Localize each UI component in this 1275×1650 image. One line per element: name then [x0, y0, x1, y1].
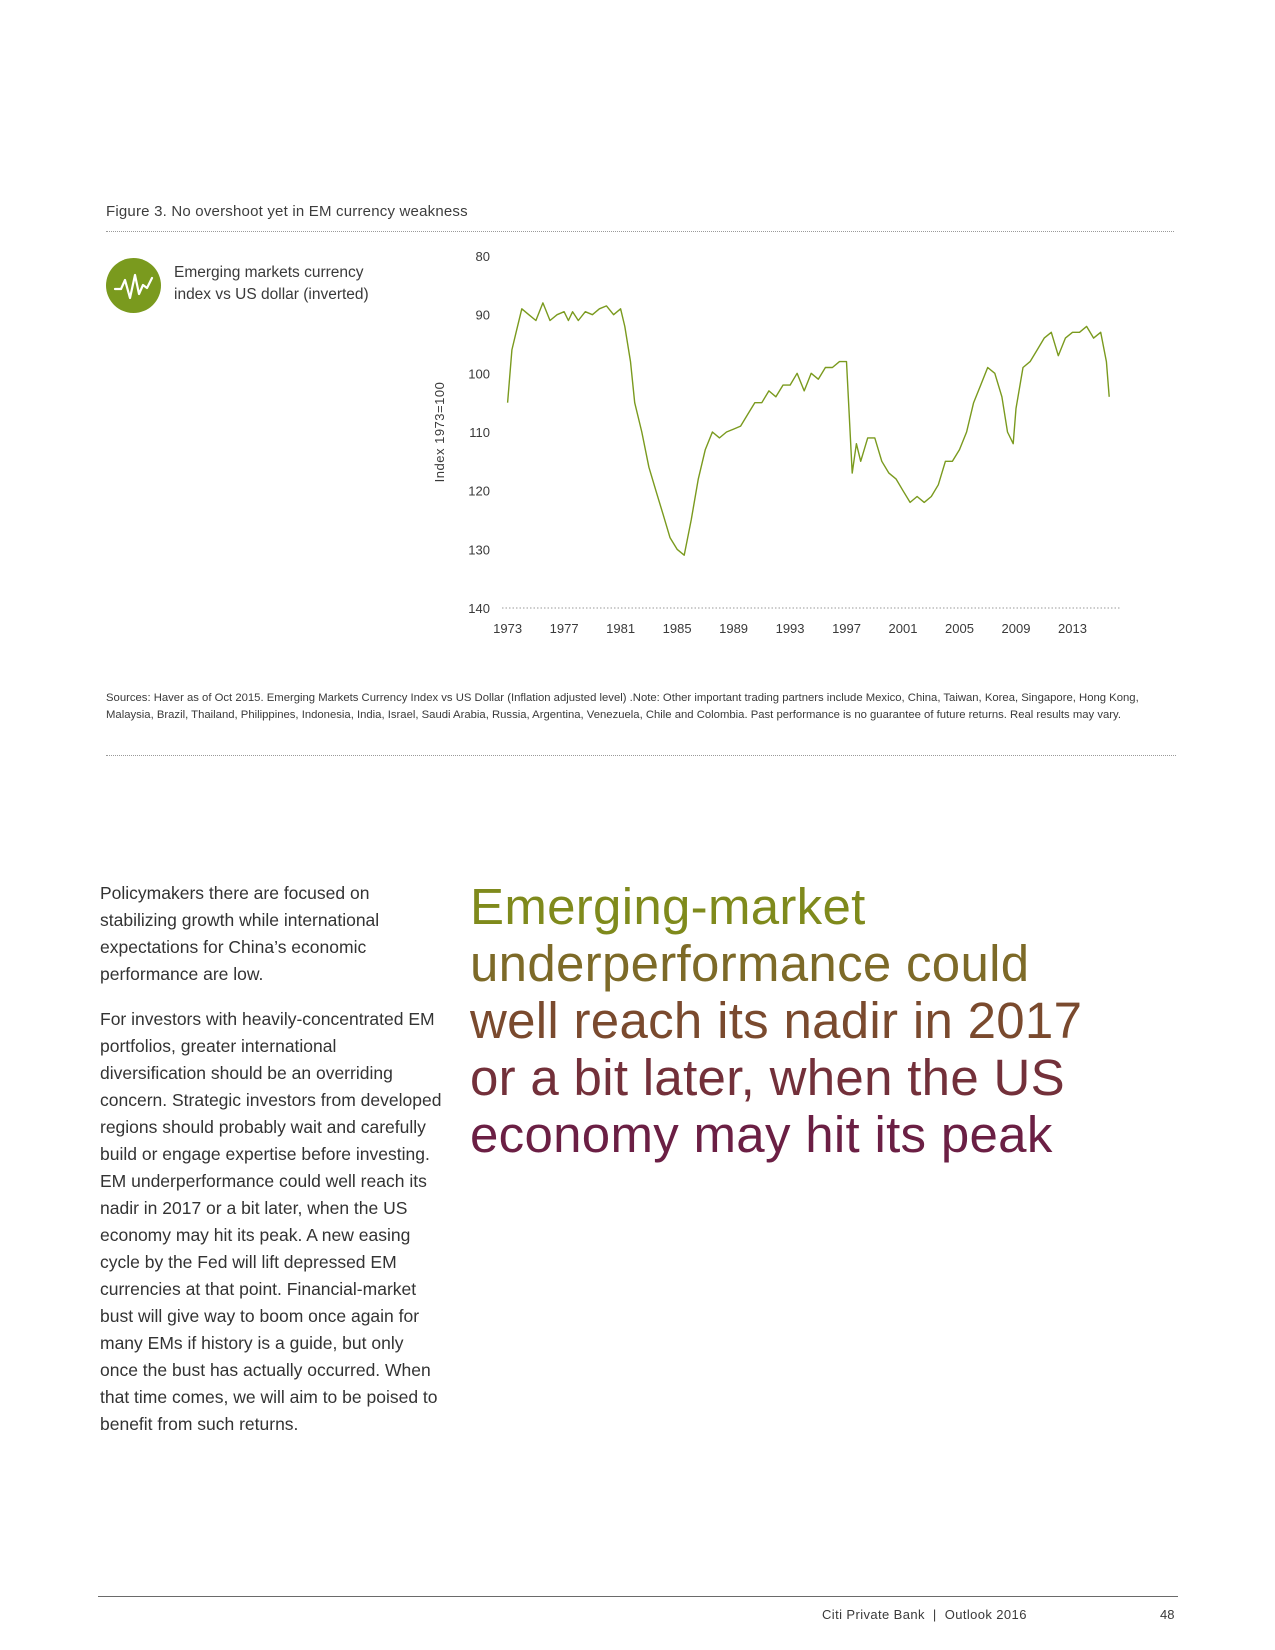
pull-quote-line-2: underperformance could [470, 935, 1030, 992]
x-tick-label: 2013 [1058, 621, 1087, 636]
body-paragraph-1: Policymakers there are focused on stabilizing growth while international expectations for China’s economic performance are low. [100, 883, 380, 984]
x-tick-label: 1973 [493, 621, 523, 636]
footer-brand-name: Citi Private Bank [822, 1607, 925, 1622]
x-tick-label: 1977 [549, 621, 579, 636]
footer-rule [98, 1596, 1178, 1597]
x-tick-label: 1981 [606, 621, 636, 636]
footer-separator: | [932, 1607, 937, 1622]
pull-quote-line-1: Emerging-market [470, 878, 866, 935]
pull-quote-line-4: or a bit later, when the US [470, 1049, 1065, 1106]
y-axis-label: Index 1973=100 [432, 381, 447, 483]
x-tick-label: 2009 [1001, 621, 1031, 636]
pull-quote-line-3: well reach its nadir in 2017 [470, 992, 1083, 1049]
figure-title: Figure 3. No overshoot yet in EM currency weakness [106, 203, 468, 220]
sources-bottom-divider [106, 755, 1176, 756]
y-tick-label: 90 [475, 307, 490, 323]
y-axis-ticks [468, 250, 490, 616]
body-paragraph-2: For investors with heavily-concentrated EM portfolios, greater international diversification should be an overriding concern. Strategic investors from developed regions should probably wait and carefully build or engage expertise before investing. EM underperformance could well reach its nadir in 2017 or a bit later, when the US economy may hit its peak. A new easing cycle by the Fed will lift depressed EM currencies at that point. Financial-market bust will give way to boom once again for many EMs if history is a guide, but only once the bust has actually occurred. When that time comes, we will aim to be poised to benefit from such returns. [100, 1009, 442, 1434]
body-text-column [100, 880, 445, 1456]
y-tick-label: 100 [468, 366, 490, 382]
x-axis-ticks [493, 621, 1087, 636]
legend-line-2: index vs US dollar (inverted) [174, 286, 369, 303]
line-chart-icon [106, 258, 161, 313]
x-tick-label: 1989 [719, 621, 749, 636]
y-tick-label: 120 [468, 483, 490, 499]
x-tick-label: 1997 [832, 621, 861, 636]
x-tick-label: 1993 [775, 621, 805, 636]
pull-quote-line-5: economy may hit its peak [470, 1106, 1053, 1163]
legend-line-1: Emerging markets currency [174, 264, 364, 281]
em-currency-line-chart [430, 250, 1190, 670]
page-number: 48 [1160, 1607, 1175, 1622]
y-tick-label: 80 [475, 250, 490, 264]
figure-top-divider [106, 231, 1174, 232]
footer-brand [822, 1607, 1027, 1622]
y-tick-label: 110 [469, 425, 490, 440]
chart-sources-note: Sources: Haver as of Oct 2015. Emerging Markets Currency Index vs US Dollar (Inflation adjusted level) .Note: Other important trading partners include Mexico, China, Taiwan, Korea, Singapore, Hong Kong, Malaysia, Brazil, Thailand, Philippines, Indonesia, India, Israel, Saudi Arabia, Russia, Argentina, Venezuela, Chile and Colombia. Past performance is no guarantee of future returns. Real results may vary. [106, 692, 1139, 721]
chart-legend [174, 262, 434, 306]
pull-quote [470, 878, 1170, 1163]
x-tick-label: 1985 [662, 621, 692, 636]
y-tick-label: 140 [468, 601, 490, 616]
x-tick-label: 2001 [888, 621, 918, 636]
y-tick-label: 130 [468, 542, 490, 558]
series-line-em-currency [508, 303, 1110, 555]
x-tick-label: 2005 [945, 621, 974, 636]
footer-publication: Outlook 2016 [944, 1607, 1027, 1622]
